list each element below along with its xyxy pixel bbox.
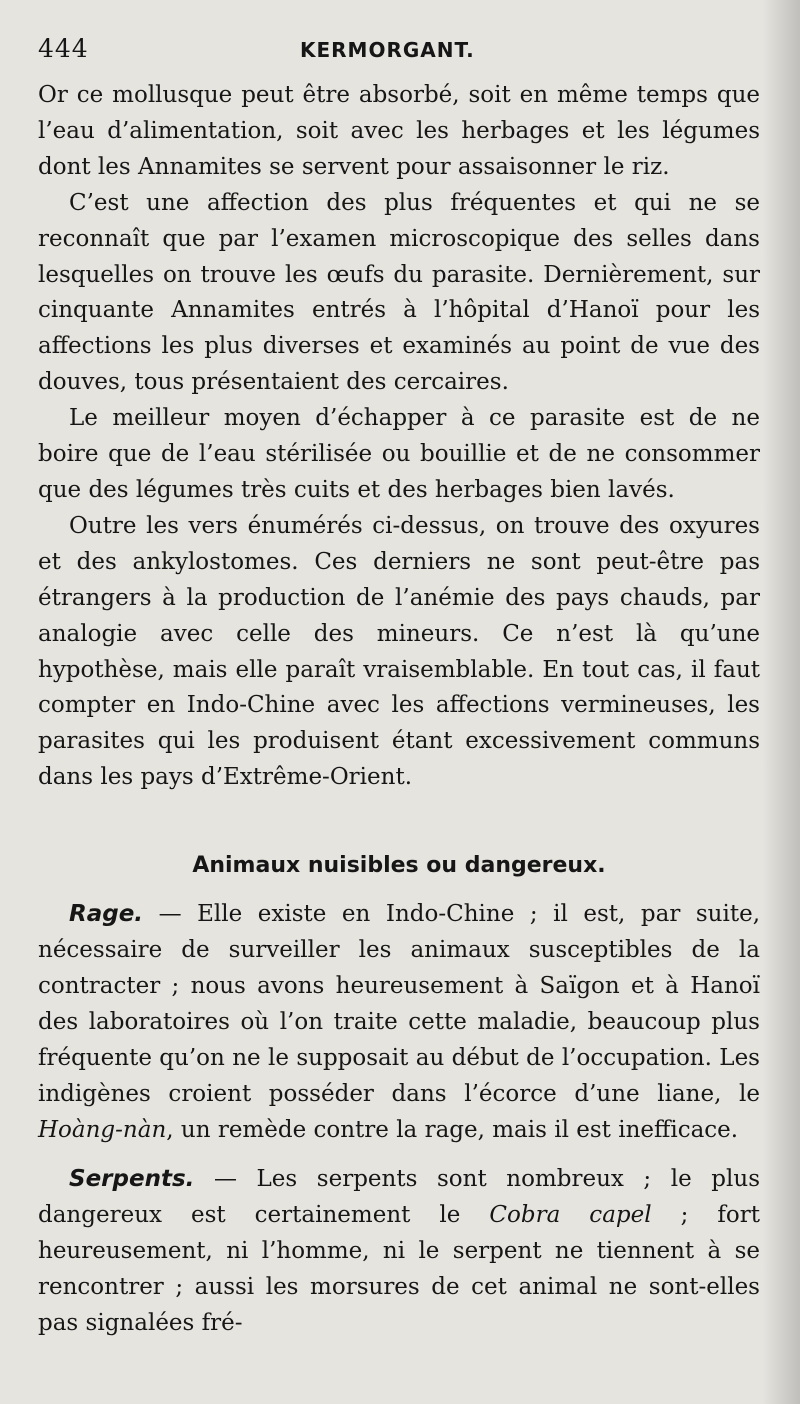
page-number: 444	[38, 34, 89, 63]
paragraph-serpents	[38, 1162, 760, 1342]
paragraph-rage	[38, 897, 760, 1148]
paragraph-3: Le meilleur moyen d’échapper à ce parasite est de ne boire que de l’eau stérilisée ou bouillie et de ne consommer que des légumes très cuits et des herbages bien lavés.	[38, 405, 760, 503]
body-text	[38, 78, 760, 1342]
serpents-term: Serpents.	[69, 1166, 195, 1193]
page-edge-shadow	[762, 0, 800, 1404]
rage-term: Rage.	[69, 901, 144, 928]
serpents-text-before: — Les serpents sont nombreux ; le plus dangereux est certainement le	[38, 1166, 760, 1229]
rage-text-before: — Elle existe en Indo-Chine ; il est, par suite, nécessaire de surveiller les animaux susceptibles de la contracter ; nous avons heureusement à Saïgon et à Hanoï des laboratoires où l’on traite cette maladie, beaucoup plus fréquente qu’on ne le supposait au début de l’occupation. Les indigènes croient posséder dans l’écorce d’une liane, le	[38, 901, 760, 1107]
paragraph-1: Or ce mollusque peut être absorbé, soit en même temps que l’eau d’alimentation, soit avec les herbages et les légumes dont les Annamites se servent pour assaisonner le riz.	[38, 82, 760, 180]
section-heading: Animaux nuisibles ou dangereux.	[192, 853, 606, 879]
rage-text-after: , un remède contre la rage, mais il est inefficace.	[166, 1116, 739, 1143]
paragraph-4: Outre les vers énumérés ci-dessus, on trouve des oxyures et des ankylostomes. Ces derniers ne sont peut-être pas étrangers à la production de l’anémie des pays chauds, par analogie avec celle des mineurs. Ce n’est là qu’une hypothèse, mais elle paraît vraisemblable. En tout cas, il faut compter en Indo-Chine avec les affections vermineuses, les parasites qui les produisent étant excessivement communs dans les pays d’Extrême-Orient.	[38, 512, 760, 791]
running-head: KERMORGANT.	[300, 38, 475, 62]
rage-plant-name: Hoàng-nàn	[38, 1116, 167, 1143]
serpents-text-after: ; fort heureusement, ni l’homme, ni le serpent ne tiennent à se rencontrer ; aussi les morsures de cet animal ne sont-elles pas signalées fré-	[38, 1202, 760, 1337]
page-header	[38, 34, 758, 70]
paragraph-2: C’est une affection des plus fréquentes et qui ne se reconnaît que par l’examen microscopique des selles dans lesquelles on trouve les œufs du parasite. Dernièrement, sur cinquante Annamites entrés à l’hôpital d’Hanoï pour les affections les plus diverses et examinés au point de vue des douves, tous présentaient des cercaires.	[38, 189, 760, 396]
serpents-snake-name: Cobra capel	[489, 1202, 652, 1229]
